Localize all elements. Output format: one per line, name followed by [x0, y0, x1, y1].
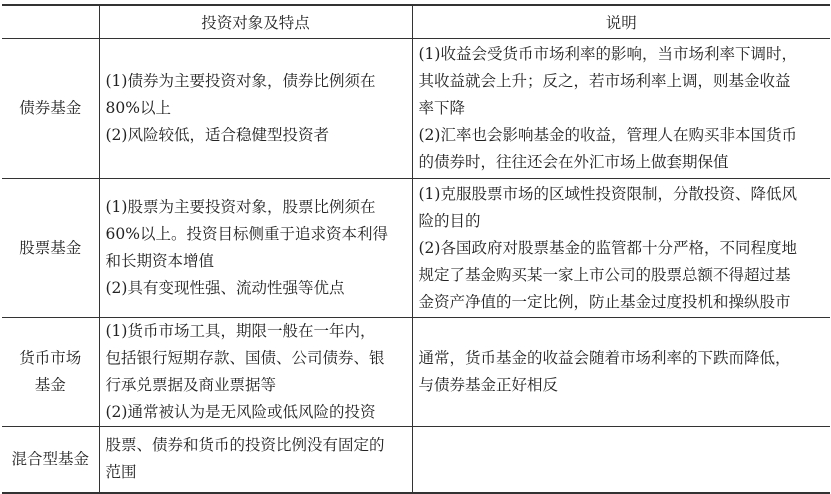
cell-line: 金资产净值的一定比例，防止基金过度投机和操纵股市 — [418, 292, 791, 311]
cell-line: 率下降 — [418, 99, 466, 117]
table-row — [2, 179, 830, 318]
cell-line: 货币市场 — [19, 349, 82, 367]
cell-line: 规定了基金购买某一家上市公司的股票总额不得超过基 — [418, 265, 791, 284]
cell-line: 的债券时，往往还会在外汇市场上做套期保值 — [418, 153, 729, 171]
cell-line: (1)克服股票市场的区域性投资限制，分散投资、降低风 — [418, 184, 797, 203]
cell-line: 股票、债券和货币的投资比例没有固定的 — [105, 436, 385, 455]
cell-line: 债券基金 — [19, 99, 82, 117]
cell-line: (2)具有变现性强、流动性强等优点 — [105, 279, 345, 297]
cell-line: (2)风险较低，适合稳健型投资者 — [105, 126, 329, 144]
fund-features — [99, 179, 412, 318]
fund-name — [2, 427, 99, 493]
cell-line: 基金 — [34, 376, 66, 394]
cell-line: (1)收益会受货币市场利率的影响，当市场利率下调时， — [418, 45, 797, 63]
fund-notes — [412, 179, 830, 318]
cell-line: 和长期资本增值 — [105, 252, 215, 270]
fund-types-table — [2, 4, 830, 494]
table-header-row — [2, 5, 830, 39]
header-blank — [2, 5, 99, 39]
cell-line: 混合型基金 — [11, 449, 89, 468]
cell-line: 行承兑票据及商业票据等 — [105, 376, 277, 394]
cell-line: 包括银行短期存款、国债、公司债券、银 — [105, 349, 385, 367]
fund-features — [99, 318, 412, 427]
table-row — [2, 318, 830, 427]
fund-features — [99, 427, 412, 493]
fund-name — [2, 39, 99, 179]
fund-name — [2, 179, 99, 318]
cell-line: (2)汇率也会影响基金的收益，管理人在购买非本国货币 — [418, 126, 797, 144]
fund-notes — [412, 39, 830, 179]
cell-line: (2)通常被认为是无风险或低风险的投资 — [105, 403, 376, 421]
fund-features — [99, 39, 412, 179]
cell-line: (1)股票为主要投资对象，股票比例须在 — [105, 198, 376, 216]
cell-line: 通常，货币基金的收益会随着市场利率的下跌而降低， — [418, 349, 791, 367]
cell-line: (2)各国政府对股票基金的监管都十分严格，不同程度地 — [418, 238, 797, 257]
cell-line: 与债券基金正好相反 — [418, 376, 559, 394]
cell-line: (1)货币市场工具，期限一般在一年内， — [105, 322, 376, 340]
cell-line: 60%以上。投资目标侧重于追求资本利得 — [105, 225, 388, 243]
cell-line: 80%以上 — [105, 99, 171, 117]
fund-notes — [412, 318, 830, 427]
table-row — [2, 39, 830, 179]
header-features: 投资对象及特点 — [99, 5, 412, 39]
fund-name — [2, 318, 99, 427]
cell-line: 范围 — [105, 463, 137, 482]
header-notes: 说明 — [412, 5, 830, 39]
table-row — [2, 427, 830, 493]
cell-line: 其收益就会上升；反之，若市场利率上调，则基金收益 — [418, 72, 791, 90]
cell-line: 股票基金 — [19, 238, 82, 257]
cell-line: 险的目的 — [418, 211, 481, 230]
fund-notes — [412, 427, 830, 493]
cell-line: (1)债券为主要投资对象，债券比例须在 — [105, 72, 376, 90]
